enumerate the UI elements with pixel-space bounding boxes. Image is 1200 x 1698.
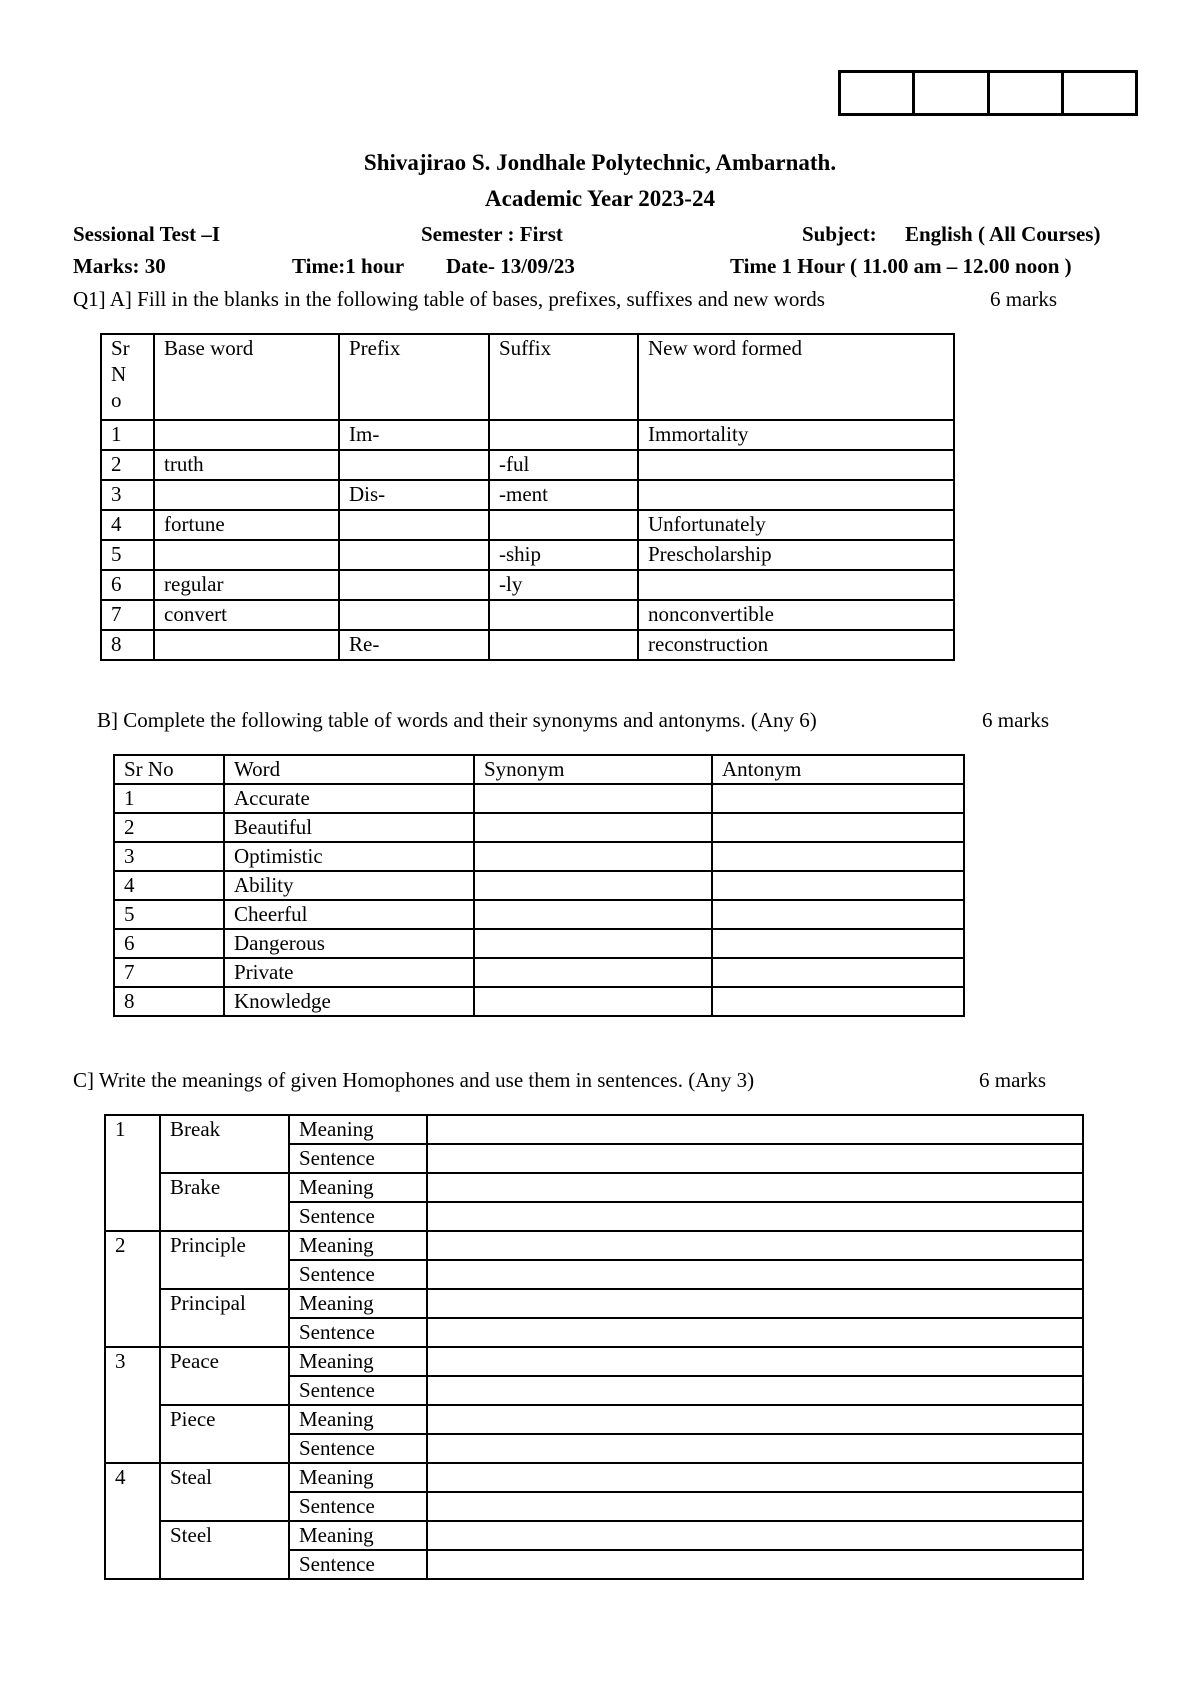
table-row xyxy=(101,570,954,600)
new-word-cell[interactable] xyxy=(638,480,954,510)
meaning-label: Meaning xyxy=(289,1405,427,1434)
sentence-answer-cell[interactable] xyxy=(427,1492,1083,1521)
roll-box-cell[interactable] xyxy=(841,73,915,113)
sr-no-cell: 6 xyxy=(114,929,224,958)
meaning-answer-cell[interactable] xyxy=(427,1463,1083,1492)
roll-box-cell[interactable] xyxy=(915,73,989,113)
academic-year: Academic Year 2023-24 xyxy=(485,186,715,211)
sentence-answer-cell[interactable] xyxy=(427,1376,1083,1405)
antonym-cell[interactable] xyxy=(712,958,964,987)
question-a-marks: 6 marks xyxy=(990,287,1058,311)
table-row xyxy=(101,420,954,450)
meaning-label: Meaning xyxy=(289,1521,427,1550)
homophones-table xyxy=(104,1114,1084,1580)
column-header: Suffix xyxy=(489,334,638,420)
prefix-cell[interactable] xyxy=(339,570,489,600)
suffix-cell: -ly xyxy=(489,570,638,600)
table-row xyxy=(114,813,964,842)
suffix-cell[interactable] xyxy=(489,600,638,630)
homophone-word: Principal xyxy=(160,1289,289,1347)
meaning-answer-cell[interactable] xyxy=(427,1115,1083,1144)
table-header-row xyxy=(114,755,964,784)
new-word-cell: Prescholarship xyxy=(638,540,954,570)
table-row xyxy=(114,987,964,1016)
table-row xyxy=(105,1289,1083,1318)
table-row xyxy=(105,1521,1083,1550)
column-header: Base word xyxy=(154,334,339,420)
meaning-answer-cell[interactable] xyxy=(427,1521,1083,1550)
meaning-answer-cell[interactable] xyxy=(427,1347,1083,1376)
subject: English ( All Courses) xyxy=(905,222,1101,246)
table-row xyxy=(105,1115,1083,1144)
sr-no-cell: 3 xyxy=(101,480,154,510)
table-row xyxy=(101,450,954,480)
table-row xyxy=(114,900,964,929)
sentence-answer-cell[interactable] xyxy=(427,1318,1083,1347)
word-cell: Dangerous xyxy=(224,929,474,958)
meaning-label: Meaning xyxy=(289,1289,427,1318)
meaning-label: Meaning xyxy=(289,1231,427,1260)
prefix-cell: Im- xyxy=(339,420,489,450)
prefix-cell[interactable] xyxy=(339,450,489,480)
meaning-answer-cell[interactable] xyxy=(427,1289,1083,1318)
prefix-cell[interactable] xyxy=(339,600,489,630)
sentence-label: Sentence xyxy=(289,1144,427,1173)
prefix-cell: Dis- xyxy=(339,480,489,510)
table-row xyxy=(105,1173,1083,1202)
meaning-answer-cell[interactable] xyxy=(427,1231,1083,1260)
sr-no-cell: 7 xyxy=(114,958,224,987)
homophone-word: Steel xyxy=(160,1521,289,1579)
table-row xyxy=(114,929,964,958)
new-word-cell: nonconvertible xyxy=(638,600,954,630)
semester: Semester : First xyxy=(421,222,563,246)
word-cell: Private xyxy=(224,958,474,987)
column-header: Prefix xyxy=(339,334,489,420)
table-row xyxy=(105,1347,1083,1376)
roll-number-boxes xyxy=(838,70,1138,116)
sentence-label: Sentence xyxy=(289,1376,427,1405)
sr-no-cell: 3 xyxy=(114,842,224,871)
base-word-cell[interactable] xyxy=(154,540,339,570)
base-word-cell: fortune xyxy=(154,510,339,540)
homophone-word: Peace xyxy=(160,1347,289,1405)
suffix-cell: -ful xyxy=(489,450,638,480)
base-word-cell: convert xyxy=(154,600,339,630)
prefix-cell[interactable] xyxy=(339,510,489,540)
suffix-cell[interactable] xyxy=(489,420,638,450)
sr-no-cell: 6 xyxy=(101,570,154,600)
antonym-cell[interactable] xyxy=(712,871,964,900)
sentence-label: Sentence xyxy=(289,1434,427,1463)
sentence-answer-cell[interactable] xyxy=(427,1434,1083,1463)
suffix-cell[interactable] xyxy=(489,510,638,540)
antonym-cell[interactable] xyxy=(712,784,964,813)
subject-label: Subject: xyxy=(802,222,877,246)
column-header: Antonym xyxy=(712,755,964,784)
question-a-prompt: Q1] A] Fill in the blanks in the following table of bases, prefixes, suffixes and new words xyxy=(73,287,825,311)
homophone-word: Steal xyxy=(160,1463,289,1521)
new-word-cell: Unfortunately xyxy=(638,510,954,540)
sentence-label: Sentence xyxy=(289,1492,427,1521)
table-row xyxy=(114,871,964,900)
sentence-answer-cell[interactable] xyxy=(427,1550,1083,1579)
time-range: Time 1 Hour ( 11.00 am – 12.00 noon ) xyxy=(730,254,1072,278)
homophone-word: Break xyxy=(160,1115,289,1173)
sr-no-cell: 5 xyxy=(101,540,154,570)
homophone-number: 4 xyxy=(105,1463,160,1579)
table-row xyxy=(101,480,954,510)
synonym-cell[interactable] xyxy=(474,958,712,987)
table-row xyxy=(114,958,964,987)
table-header-row xyxy=(101,334,954,420)
sentence-label: Sentence xyxy=(289,1550,427,1579)
homophone-number: 3 xyxy=(105,1347,160,1463)
new-word-cell[interactable] xyxy=(638,450,954,480)
sr-no-cell: 8 xyxy=(101,630,154,660)
sentence-label: Sentence xyxy=(289,1260,427,1289)
homophone-number: 2 xyxy=(105,1231,160,1347)
synonym-cell[interactable] xyxy=(474,929,712,958)
table-row xyxy=(114,842,964,871)
roll-box-cell[interactable] xyxy=(1064,73,1135,113)
sr-no-cell: 1 xyxy=(114,784,224,813)
suffix-cell[interactable] xyxy=(489,630,638,660)
table-row xyxy=(105,1405,1083,1434)
date: Date- 13/09/23 xyxy=(446,254,575,278)
homophone-number: 1 xyxy=(105,1115,160,1231)
word-cell: Accurate xyxy=(224,784,474,813)
marks: Marks: 30 xyxy=(73,254,166,278)
antonym-cell[interactable] xyxy=(712,842,964,871)
sentence-label: Sentence xyxy=(289,1202,427,1231)
antonym-cell[interactable] xyxy=(712,987,964,1016)
meaning-label: Meaning xyxy=(289,1347,427,1376)
question-b-prompt: B] Complete the following table of words and their synonyms and antonyms. (Any 6) xyxy=(97,708,817,732)
meaning-label: Meaning xyxy=(289,1115,427,1144)
word-cell: Ability xyxy=(224,871,474,900)
column-header: Sr No xyxy=(114,755,224,784)
question-c-marks: 6 marks xyxy=(979,1068,1047,1092)
synonym-cell[interactable] xyxy=(474,784,712,813)
base-word-cell[interactable] xyxy=(154,630,339,660)
synonym-cell[interactable] xyxy=(474,813,712,842)
base-word-cell[interactable] xyxy=(154,420,339,450)
word-cell: Knowledge xyxy=(224,987,474,1016)
question-c-prompt: C] Write the meanings of given Homophones and use them in sentences. (Any 3) xyxy=(73,1068,755,1092)
synonym-cell[interactable] xyxy=(474,871,712,900)
synonym-cell[interactable] xyxy=(474,900,712,929)
sr-no-cell: 2 xyxy=(114,813,224,842)
sr-no-cell: 8 xyxy=(114,987,224,1016)
sentence-label: Sentence xyxy=(289,1318,427,1347)
homophone-word: Brake xyxy=(160,1173,289,1231)
base-word-cell: truth xyxy=(154,450,339,480)
institute-title: Shivajirao S. Jondhale Polytechnic, Ambarnath. xyxy=(363,150,837,175)
table-row xyxy=(101,600,954,630)
prefix-cell: Re- xyxy=(339,630,489,660)
sr-no-cell: 4 xyxy=(114,871,224,900)
meaning-answer-cell[interactable] xyxy=(427,1173,1083,1202)
new-word-cell: reconstruction xyxy=(638,630,954,660)
synonym-antonym-table xyxy=(113,754,965,1017)
sr-no-cell: 7 xyxy=(101,600,154,630)
antonym-cell[interactable] xyxy=(712,813,964,842)
column-header: Word xyxy=(224,755,474,784)
column-header: Synonym xyxy=(474,755,712,784)
suffix-cell: -ment xyxy=(489,480,638,510)
sr-no-cell: 1 xyxy=(101,420,154,450)
table-row xyxy=(101,510,954,540)
table-row xyxy=(105,1463,1083,1492)
meaning-label: Meaning xyxy=(289,1173,427,1202)
synonym-cell[interactable] xyxy=(474,987,712,1016)
base-word-cell: regular xyxy=(154,570,339,600)
word-cell: Cheerful xyxy=(224,900,474,929)
sr-no-cell: 2 xyxy=(101,450,154,480)
meaning-answer-cell[interactable] xyxy=(427,1405,1083,1434)
antonym-cell[interactable] xyxy=(712,929,964,958)
test-name: Sessional Test –I xyxy=(73,222,221,246)
word-cell: Beautiful xyxy=(224,813,474,842)
meaning-label: Meaning xyxy=(289,1463,427,1492)
homophone-word: Principle xyxy=(160,1231,289,1289)
affix-table xyxy=(100,333,955,661)
sentence-answer-cell[interactable] xyxy=(427,1260,1083,1289)
antonym-cell[interactable] xyxy=(712,900,964,929)
sentence-answer-cell[interactable] xyxy=(427,1144,1083,1173)
question-b-marks: 6 marks xyxy=(982,708,1050,732)
base-word-cell[interactable] xyxy=(154,480,339,510)
table-row xyxy=(101,630,954,660)
suffix-cell: -ship xyxy=(489,540,638,570)
new-word-cell[interactable] xyxy=(638,570,954,600)
word-cell: Optimistic xyxy=(224,842,474,871)
roll-box-cell[interactable] xyxy=(990,73,1064,113)
new-word-cell: Immortality xyxy=(638,420,954,450)
table-row xyxy=(101,540,954,570)
sr-no-cell: 5 xyxy=(114,900,224,929)
sentence-answer-cell[interactable] xyxy=(427,1202,1083,1231)
homophone-word: Piece xyxy=(160,1405,289,1463)
prefix-cell[interactable] xyxy=(339,540,489,570)
table-row xyxy=(105,1231,1083,1260)
time: Time:1 hour xyxy=(292,254,405,278)
table-row xyxy=(114,784,964,813)
sr-no-cell: 4 xyxy=(101,510,154,540)
synonym-cell[interactable] xyxy=(474,842,712,871)
column-header: Sr N o xyxy=(101,334,154,420)
column-header: New word formed xyxy=(638,334,954,420)
